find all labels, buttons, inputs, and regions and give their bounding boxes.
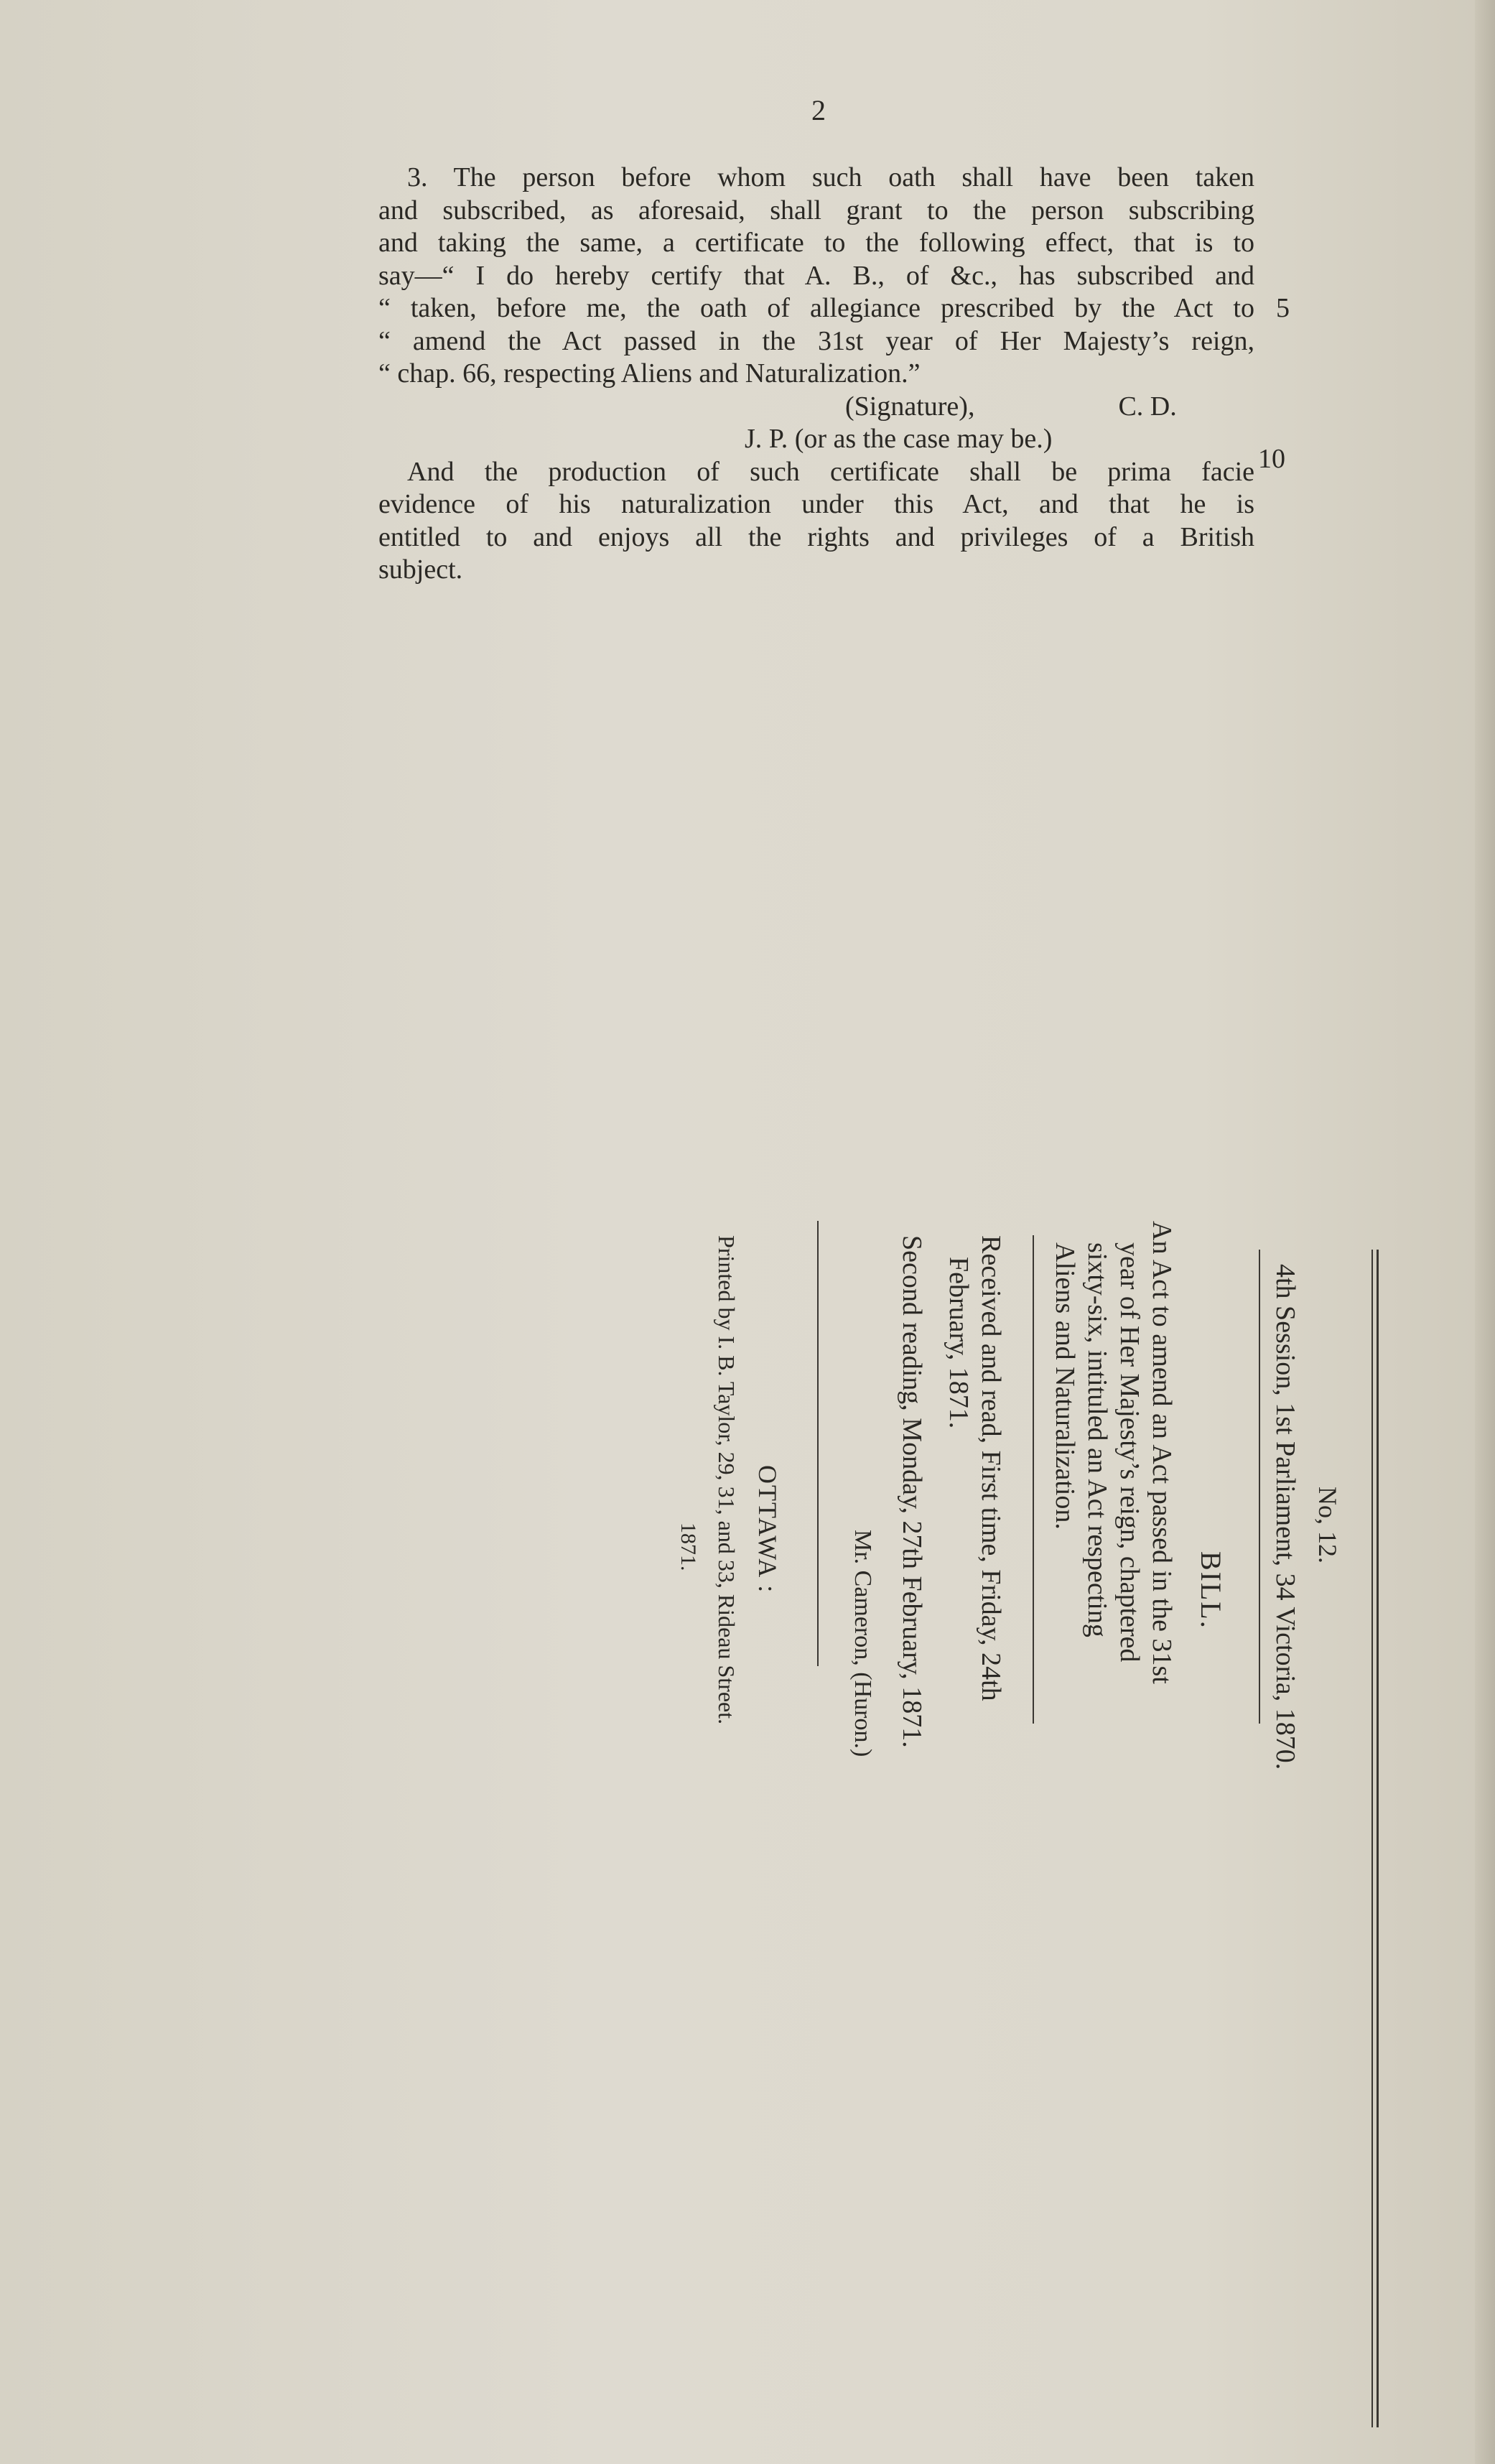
line-number-5: 5: [1276, 293, 1290, 323]
clause-line-5: “ taken, before me, the oath of allegiance prescribed by the Act to: [378, 293, 1254, 323]
bill-title-line-3: sixty-six, intituled an Act respecting: [1082, 1242, 1112, 1637]
sponsor-line: Mr. Cameron, (Huron.): [849, 1530, 876, 1757]
closing-line-3: entitled to and enjoys all the rights and privileges of a British: [378, 521, 1254, 552]
rule-above-imprint: [817, 1221, 819, 1666]
imprint-printer: Printed by I. B. Taylor, 29, 31, and 33, Rideau Street.: [714, 1235, 740, 1725]
clause-line-2: and subscribed, as aforesaid, shall grant to the person subscribing: [378, 195, 1254, 226]
rule-under-session: [1259, 1250, 1260, 1724]
page-edge-shadow: [1475, 0, 1495, 2464]
closing-line-1: And the production of such certificate shall be prima facie: [407, 456, 1254, 487]
double-rule-top-2: [1371, 1250, 1373, 2427]
clause-line-7: “ chap. 66, respecting Aliens and Naturalization.”: [378, 358, 921, 389]
clause-line-4: say—“ I do hereby certify that A. B., of &c., has subscribed and: [378, 260, 1254, 291]
endorsement-rotated-block: [172, 1221, 1350, 1860]
page-number: 2: [811, 94, 826, 126]
second-reading-line: Second reading, Monday, 27th February, 1871.: [897, 1235, 927, 1748]
line-number-10: 10: [1258, 444, 1285, 474]
signature-label: (Signature),: [845, 391, 975, 422]
signature-initials: C. D.: [1118, 391, 1177, 422]
endorsement-panel: [172, 1221, 1350, 1770]
bill-title-line-2: year of Her Majesty’s reign, chaptered: [1114, 1242, 1145, 1663]
bill-title-line-4: Aliens and Naturalization.: [1050, 1242, 1080, 1530]
closing-line-4: subject.: [378, 554, 463, 585]
first-reading-line-1: Received and read, First time, Friday, 24th: [976, 1235, 1006, 1701]
clause-3-text: [378, 162, 1254, 587]
clause-line-1: 3. The person before whom such oath shall have been taken: [407, 162, 1254, 192]
jp-line: J. P. (or as the case may be.): [745, 424, 1053, 454]
clause-line-6: “ amend the Act passed in the 31st year of Her Majesty’s reign,: [378, 325, 1254, 356]
signature-line: [378, 391, 1254, 424]
rule-under-title: [1033, 1235, 1034, 1724]
imprint-year: 1871.: [676, 1522, 700, 1571]
double-rule-top-1: [1377, 1250, 1379, 2427]
clause-line-3: and taking the same, a certificate to the following effect, that is to: [378, 228, 1254, 258]
session-line: 4th Session, 1st Parliament, 34 Victoria, 1870.: [1270, 1264, 1300, 1770]
bill-heading: BILL.: [1195, 1551, 1227, 1630]
first-reading-line-2: February, 1871.: [944, 1257, 974, 1429]
bill-title-line-1: An Act to amend an Act passed in the 31st: [1147, 1221, 1177, 1684]
bill-number: No, 12.: [1313, 1487, 1342, 1563]
closing-line-2: evidence of his naturalization under this Act, and that he is: [378, 489, 1254, 519]
imprint-city: OTTAWA :: [753, 1465, 782, 1594]
